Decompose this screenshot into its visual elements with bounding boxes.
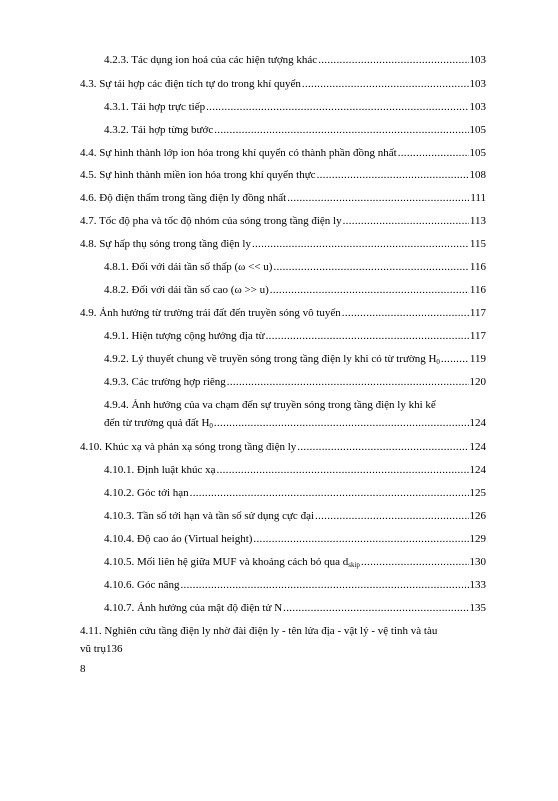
toc-leader-dots <box>398 146 469 160</box>
toc-page-number: 126 <box>469 510 486 522</box>
toc-page-number: 113 <box>469 215 486 227</box>
toc-entry[interactable] <box>0 100 558 122</box>
toc-entry[interactable] <box>0 237 558 259</box>
toc-label-line <box>80 642 122 656</box>
toc-label-text: vũ trụ <box>80 643 106 655</box>
toc-label-line: 4.11. Nghiên cứu tầng điện ly nhờ đài điện ly - tên lửa địa - vật lý - vệ tinh và tàu <box>80 625 438 637</box>
toc-entry[interactable] <box>0 329 558 351</box>
toc-leader-dots <box>283 601 468 615</box>
toc-entry[interactable] <box>0 555 558 577</box>
toc-page-number: 111 <box>470 192 486 204</box>
toc-label: 4.3. Sự tái hợp các điện tích tự do trong khí quyển <box>80 78 301 90</box>
toc-label: 4.8.2. Đối với dải tần số cao (ω >> u) <box>104 284 269 296</box>
toc-label: 4.6. Độ điện thẩm trong tầng điện ly đồng nhất <box>80 192 287 204</box>
toc-page-number: 136 <box>105 643 123 655</box>
toc-entry[interactable] <box>0 260 558 282</box>
toc-label: 4.9. Ảnh hưởng từ trường trái đất đến truyền sóng vô tuyến <box>80 307 341 319</box>
toc-label-subscript: 0 <box>436 358 440 366</box>
toc-label <box>104 416 213 430</box>
toc-leader-dots <box>273 260 468 274</box>
toc-page-number: 117 <box>469 307 486 319</box>
toc-label-text: đến từ trường quả đất H <box>104 417 210 429</box>
toc-label: 4.3.2. Tái hợp từng bước <box>104 124 214 136</box>
toc-label: 4.10. Khúc xạ và phản xạ sóng trong tầng điện ly <box>80 441 297 453</box>
toc-page-number: 108 <box>469 169 486 181</box>
toc-label-text: 4.10.5. Mối liên hệ giữa MUF và khoảng cách bỏ qua d <box>104 556 349 568</box>
toc-label: 4.10.6. Góc nâng <box>104 579 180 591</box>
toc-leader-dots <box>227 375 469 389</box>
toc-entry[interactable] <box>0 168 558 190</box>
toc-leader-dots <box>361 555 469 569</box>
toc-page-number: 103 <box>469 101 486 113</box>
toc-label <box>104 555 360 569</box>
toc-page-number: 115 <box>469 238 486 250</box>
toc-page-number: 105 <box>469 147 486 159</box>
toc-leader-dots <box>343 214 469 228</box>
toc-entry[interactable] <box>0 601 558 623</box>
toc-page-number: 124 <box>469 441 486 453</box>
toc-leader-dots <box>217 463 469 477</box>
toc-label: 4.10.1. Định luật khúc xạ <box>104 464 216 476</box>
toc-page-number: 117 <box>469 330 486 342</box>
toc-page-number: 125 <box>469 487 486 499</box>
toc-page-number: 116 <box>469 284 486 296</box>
toc-label-subscript: 0 <box>209 422 213 430</box>
toc-leader-dots <box>270 283 469 297</box>
toc-label: 4.5. Sự hình thành miền ion hóa trong khí quyển thực <box>80 169 316 181</box>
toc-entry[interactable] <box>0 463 558 485</box>
toc-entry[interactable] <box>0 191 558 213</box>
toc-entry[interactable] <box>0 440 558 462</box>
toc-entry[interactable] <box>0 398 558 432</box>
toc-entry[interactable] <box>0 375 558 397</box>
toc-label: 4.7. Tốc độ pha và tốc độ nhóm của sóng trong tầng điện ly <box>80 215 342 227</box>
toc-leader-dots <box>302 77 469 91</box>
toc-label: 4.9.1. Hiện tượng cộng hưởng địa từ <box>104 330 265 342</box>
toc-label: 4.9.3. Các trường hợp riêng <box>104 376 226 388</box>
toc-label: 4.10.4. Độ cao ảo (Virtual height) <box>104 533 253 545</box>
toc-page-number: 116 <box>469 261 486 273</box>
toc-leader-dots <box>252 237 469 251</box>
toc-label: 4.10.3. Tần số tới hạn và tần số sử dụng cực đại <box>104 510 315 522</box>
toc-label: 4.2.3. Tác dụng ion hoá của các hiện tượng khác <box>104 54 318 66</box>
toc-page-number: 124 <box>469 464 486 476</box>
page-number: 8 <box>80 663 86 675</box>
toc-entry[interactable] <box>0 146 558 168</box>
toc-leader-dots <box>315 509 468 523</box>
toc-leader-dots <box>317 168 469 182</box>
toc-leader-dots <box>214 123 468 137</box>
toc-entry[interactable] <box>0 578 558 600</box>
toc-leader-dots <box>318 53 468 67</box>
toc-label-line: 4.9.4. Ảnh hưởng của va chạm đến sự truyền sóng trong tầng điện ly khi kể <box>104 399 436 411</box>
toc-label: 4.10.2. Góc tới hạn <box>104 487 189 499</box>
toc-entry[interactable] <box>0 306 558 328</box>
toc-leader-dots <box>287 191 469 205</box>
toc-page-number: 135 <box>469 602 486 614</box>
toc-leader-dots <box>190 486 469 500</box>
toc-entry[interactable] <box>0 214 558 236</box>
toc-entry[interactable] <box>0 624 558 658</box>
toc-label: 4.10.7. Ảnh hưởng của mật độ điện tử N <box>104 602 283 614</box>
toc-leader-dots <box>441 352 469 366</box>
toc-leader-dots <box>297 440 468 454</box>
toc-label-subscript: skip <box>348 561 360 569</box>
toc-page-number: 103 <box>469 54 486 66</box>
toc-page-number: 129 <box>469 533 486 545</box>
toc-entry[interactable] <box>0 509 558 531</box>
toc-entry[interactable] <box>0 123 558 145</box>
toc-entry[interactable] <box>0 352 558 374</box>
toc-page-number: 103 <box>469 78 486 90</box>
toc-entry[interactable] <box>0 77 558 99</box>
toc-leader-dots <box>214 416 469 430</box>
toc-label: 4.8. Sự hấp thụ sóng trong tầng điện ly <box>80 238 251 250</box>
toc-page-number: 105 <box>469 124 486 136</box>
toc-leader-dots <box>180 578 468 592</box>
toc-leader-dots <box>253 532 468 546</box>
toc-page-number: 119 <box>469 353 486 365</box>
toc-leader-dots <box>342 306 469 320</box>
toc-entry[interactable] <box>0 532 558 554</box>
toc-label: 4.4. Sự hình thành lớp ion hóa trong khí quyển có thành phần đồng nhất <box>80 147 397 159</box>
toc-label: 4.3.1. Tái hợp trực tiếp <box>104 101 206 113</box>
toc-page-number: 133 <box>469 579 486 591</box>
toc-entry[interactable] <box>0 53 558 75</box>
toc-leader-dots <box>206 100 468 114</box>
toc-leader-dots <box>266 329 469 343</box>
toc-label-text: 4.9.2. Lý thuyết chung về truyền sóng trong tầng điện ly khi có từ trường H <box>104 353 437 365</box>
toc-entry[interactable] <box>0 486 558 508</box>
toc-entry[interactable] <box>0 283 558 305</box>
toc-page-number: 130 <box>469 556 486 568</box>
toc-label: 4.8.1. Đối với dải tần số thấp (ω << u) <box>104 261 273 273</box>
toc-page-number: 120 <box>469 376 486 388</box>
toc-page-number: 124 <box>469 417 486 429</box>
toc-label <box>104 352 440 366</box>
